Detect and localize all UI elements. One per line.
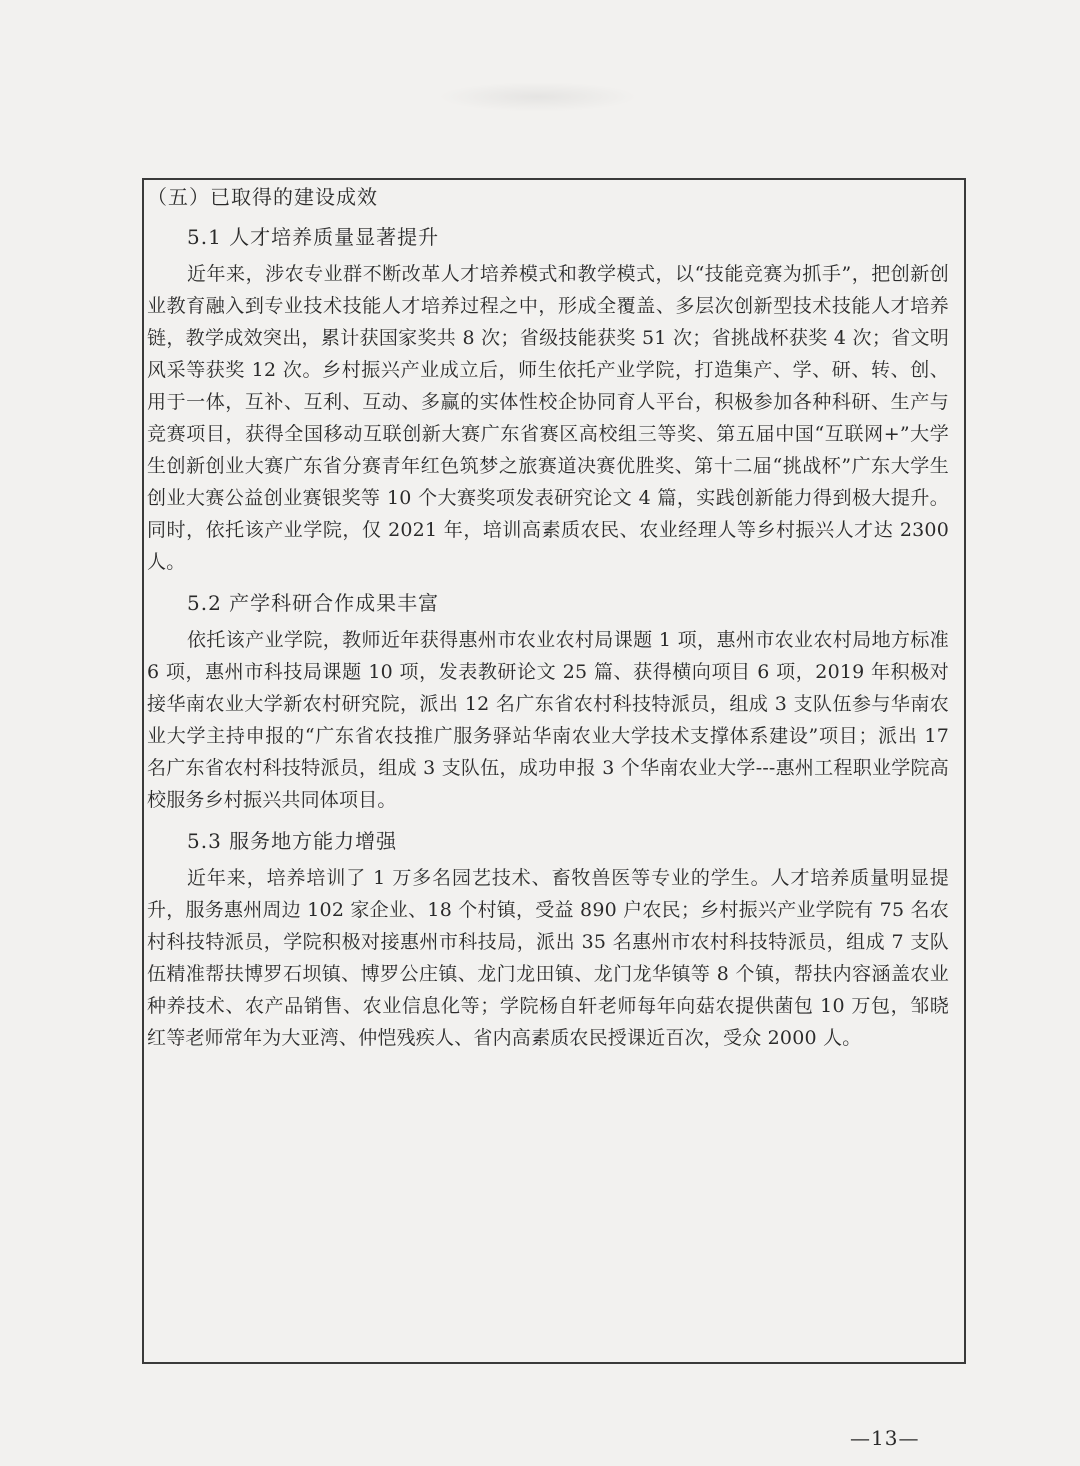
paragraph-5-1: 近年来，涉农专业群不断改革人才培养模式和教学模式，以“技能竞赛为抓手”，把创新创业教育融入到专业技术技能人才培养过程之中，形成全覆盖、多层次创新型技术技能人才培养链，教学成效突出，累计获国家奖共 8 次；省级技能获奖 51 次；省挑战杯获奖 4 次；省文明风采等获奖 12 次。乡村振兴产业成立后，师生依托产业学院，打造集产、学、研、转、创、用于一体，互补、互利、互动、多赢的实体性校企协同育人平台，积极参加各种科研、生产与竞赛项目，获得全国移动互联创新大赛广东省赛区高校组三等奖、第五届中国“互联网+”大学生创新创业大赛广东省分赛青年红色筑梦之旅赛道决赛优胜奖、第十二届“挑战杯”广东大学生创业大赛公益创业赛银奖等 10 个大赛奖项发表研究论文 4 篇，实践创新能力得到极大提升。同时，依托该产业学院，仅 2021 年，培训高素质农民、农业经理人等乡村振兴人才达 2300 人。 <box>147 263 949 573</box>
page-number: —13— <box>850 1426 920 1450</box>
heading-5-2: 5.2 产学科研合作成果丰富 <box>187 591 440 615</box>
document-body <box>147 182 953 1054</box>
header-smudge <box>438 82 638 112</box>
paragraph-5-3: 近年来，培养培训了 1 万多名园艺技术、畜牧兽医等专业的学生。人才培养质量明显提升，服务惠州周边 102 家企业、18 个村镇，受益 890 户农民；乡村振兴产业学院有 75 名农村科技特派员，学院积极对接惠州市科技局，派出 35 名惠州市农村科技特派员，组成 7 支队伍精准帮扶博罗石坝镇、博罗公庄镇、龙门龙田镇、龙门龙华镇等 8 个镇，帮扶内容涵盖农业种养技术、农产品销售、农业信息化等；学院杨自轩老师每年向菇农提供菌包 10 万包，邹晓红等老师常年为大亚湾、仲恺残疾人、省内高素质农民授课近百次，受众 2000 人。 <box>147 867 949 1049</box>
heading-5-1: 5.1 人才培养质量显著提升 <box>187 225 440 249</box>
paragraph-5-2: 依托该产业学院，教师近年获得惠州市农业农村局课题 1 项，惠州市农业农村局地方标准 6 项，惠州市科技局课题 10 项，发表教研论文 25 篇、获得横向项目 6 项，2019 年积极对接华南农业大学新农村研究院，派出 12 名广东省农村科技特派员，组成 3 支队伍参与华南农业大学主持申报的“广东省农技推广服务驿站华南农业大学技术支撑体系建设”项目；派出 17 名广东省农村科技特派员，组成 3 支队伍，成功申报 3 个华南农业大学---惠州工程职业学院高校服务乡村振兴共同体项目。 <box>147 629 949 811</box>
heading-5-3: 5.3 服务地方能力增强 <box>187 829 398 853</box>
section-title: （五）已取得的建设成效 <box>147 185 378 209</box>
